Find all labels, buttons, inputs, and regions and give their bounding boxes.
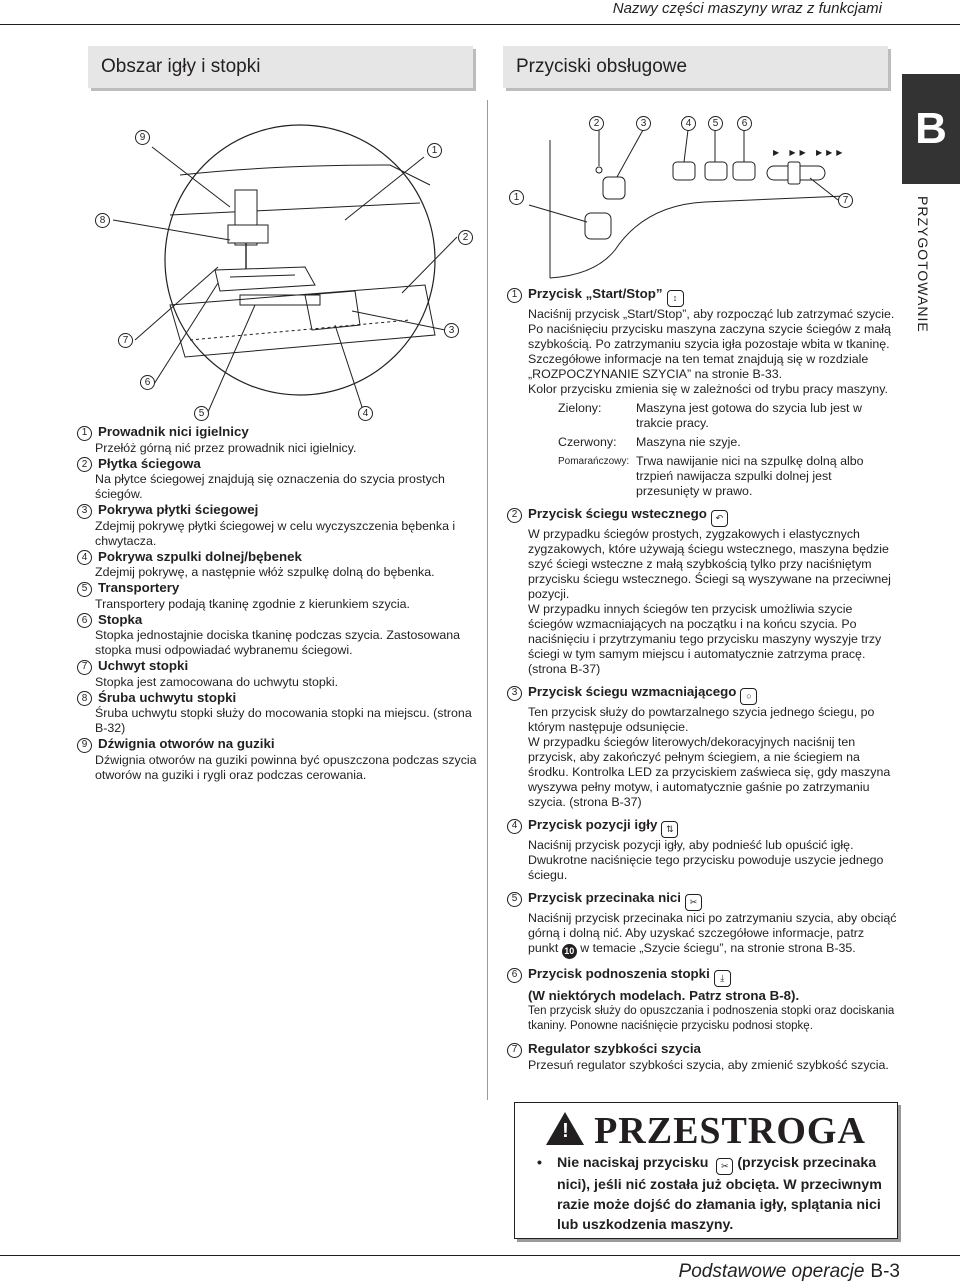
reverse-stitch-icon: ↶ [711,510,728,527]
button-reinforce [507,683,897,810]
part-number: 1 [77,426,92,441]
speed-mark-fast: ▶▶▶ [815,148,847,157]
part-item [81,502,480,549]
color-row-red [558,435,897,450]
footer-text: Podstawowe operacje [678,1261,865,1282]
button-title: Przycisk przecinaka nici [528,890,681,905]
color-name: Pomarańczowy: [558,456,630,467]
caution-text [537,1153,887,1235]
caution-bullet: • [537,1155,542,1171]
button-callout-1: 1 [509,190,524,205]
button-callout-4: 4 [681,116,696,131]
button-title: Przycisk „Start/Stop” [528,286,663,301]
thread-cutter-icon: ✂ [716,1158,733,1175]
caution-title: PRZESTROGA [594,1110,866,1152]
part-number: 3 [77,504,92,519]
button-desc-2: W przypadku ściegów literowych/dekoracyjnych naciśnij ten przycisk, aby zakończyć pełnym ściegiem, a nie ściegiem na środku. Kontrolka LED za przyciskiem zaświeca się, gdy maszyna wyszywa pełny motyw, i automatycznie gaśnie po zatrzymaniu szycia. (strona B-37) [528,735,891,809]
callout-4: 4 [358,406,373,421]
button-desc: W przypadku ściegów prostych, zygzakowych i elastycznych zygzakowych, które używają ściegu wstecznego, maszyna będzie szyć ściegi wsteczne z małą szybkością tylko przy naciśniętym przycisku ściegu wstecznego. Ściegi są wyszywane na przeciwnej pozycji. [528,527,891,601]
callout-6: 6 [140,375,155,390]
part-number: 5 [77,582,92,597]
callout-7: 7 [118,333,133,348]
button-title-note: (W niektórych modelach. Patrz strona B-8). [528,988,800,1003]
button-thread-cutter [507,889,897,959]
speed-marks [773,148,846,157]
needle-position-icon: ⇅ [661,821,678,838]
part-item [81,658,480,690]
callout-2: 2 [458,230,473,245]
button-title: Przycisk ściegu wzmacniającego [528,684,737,699]
part-desc: Stopka jednostajnie dociska tkaninę podczas szycia. Zastosowana stopka musi odpowiadać wybranemu ściegowi. [95,628,461,657]
part-desc: Śruba uchwytu stopki służy do mocowania stopki na miejscu. (strona B-32) [95,706,472,735]
button-number: 1 [507,288,522,303]
color-text: Maszyna nie szyje. [636,435,741,449]
callout-1: 1 [427,143,442,158]
speed-controller [507,1040,897,1073]
part-item [81,424,480,456]
part-title: Uchwyt stopki [98,658,189,673]
button-reverse [507,505,897,677]
part-number: 8 [77,691,92,706]
color-name: Czerwony: [558,435,617,449]
running-head: Nazwy części maszyny wraz z funkcjami [612,0,882,17]
color-text: Maszyna jest gotowa do szycia lub jest w trakcie pracy. [636,401,862,430]
column-divider [487,100,488,1100]
cutter-desc-b: w temacie „Szycie ściegu”, na stronie strona B-35. [580,941,856,955]
callout-3: 3 [444,323,459,338]
section-box-needle [88,46,473,88]
chapter-vertical-label: PRZYGOTOWANIE [915,196,931,333]
start-stop-icon: ↕ [667,290,684,307]
button-number: 6 [507,968,522,983]
button-needle-position [507,816,897,883]
part-title: Prowadnik nici igielnicy [98,424,249,439]
part-number: 9 [77,738,92,753]
part-title: Pokrywa szpulki dolnej/bębenek [98,548,302,564]
part-title: Płytka ściegowa [98,455,201,471]
parts-list [81,424,480,783]
part-item [81,580,480,612]
section-box-buttons [503,46,888,88]
button-title: Przycisk pozycji igły [528,817,658,832]
callout-5: 5 [194,406,209,421]
chapter-tab: B [902,74,960,184]
color-text: Trwa nawijanie nici na szpulkę dolną albo trzpień nawijacza szpulki dolnej jest przesunięty w prawo. [636,454,864,498]
speed-mark-slow: ▶ [773,148,784,157]
part-number: 7 [77,660,92,675]
caution-heading [515,1109,897,1153]
button-desc: Naciśnij przycisk „Start/Stop”, aby rozpocząć lub zatrzymać szycie. Po naciśnięciu przycisku maszyna zaczyna szycie ściegów z małą szybkością. Po zatrzymaniu szycia igła pozostaje wbita w tkaninę. Szczegółowe informacje na ten temat znajdują się w rozdziale „ROZPOCZYNANIE SZYCIA” na stronie B-33. [528,307,895,381]
needle-area-diagram [90,95,480,425]
buttons-list [507,285,897,1079]
button-presser-foot-lift [507,965,897,1034]
part-desc: Stopka jest zamocowana do uchwytu stopki. [95,674,339,689]
buttons-illustration [505,110,895,280]
header-rule [0,24,960,25]
section-title-buttons: Przyciski obsługowe [516,56,688,77]
button-title: Regulator szybkości szycia [528,1041,701,1056]
button-callout-6: 6 [737,116,752,131]
part-desc: Zdejmij pokrywę płytki ściegowej w celu wyczyszczenia bębenka i chwytacza. [95,518,456,548]
button-number: 7 [507,1043,522,1058]
caution-text-b: (przycisk przecinaka nici), jeśli nić została już obcięta. W przeciwnym razie może dojść do złamania igły, splątania nici lub uszkodzenia maszyny. [557,1155,882,1233]
button-desc: Ten przycisk służy do powtarzalnego szycia jednego ściegu, po którym następuje odsunięcie. [528,705,875,734]
page-footer [679,1261,900,1283]
button-title: Przycisk podnoszenia stopki [528,966,710,981]
part-desc: Przełóż górną nić przez prowadnik nici igielnicy. [95,440,357,455]
button-number: 3 [507,686,522,701]
button-number: 4 [507,819,522,834]
button-title: Przycisk ściegu wstecznego [528,506,707,521]
reinforcement-stitch-icon: ○ [740,688,757,705]
part-desc: Na płytce ściegowej znajdują się oznaczenia do szycia prostych ściegów. [95,472,445,501]
part-item [81,689,480,737]
caution-box [514,1102,898,1239]
button-callout-5: 5 [708,116,723,131]
button-start-stop [507,285,897,499]
part-number: 6 [77,613,92,628]
speed-mark-medium: ▶▶ [789,148,810,157]
thread-cutter-icon: ✂ [685,894,702,911]
part-item [81,736,480,783]
callout-8: 8 [95,213,110,228]
color-row-green [558,401,897,431]
caution-text-a: Nie naciskaj przycisku [557,1155,709,1171]
button-desc: Naciśnij przycisk pozycji igły, aby podnieść lub opuścić igłę. Dwukrotne naciśnięcie tego przycisku powoduje uszycie jednego ściegu. [528,838,884,882]
button-number: 5 [507,892,522,907]
part-title: Stopka [98,611,143,627]
button-desc-2: W przypadku innych ściegów ten przycisk umożliwia szycie ściegów wzmacniających na początku i na końcu szycia. Po naciśnięciu i przytrzymaniu tego przycisku maszyny wyszyje trzy ściegi w tym samym miejscu i automatycznie zatrzyma pracę. (strona B-37) [528,602,882,676]
color-name: Zielony: [558,401,602,415]
button-desc: Przesuń regulator szybkości szycia, aby zmienić szybkość szycia. [528,1057,889,1072]
button-callout-2: 2 [589,116,604,131]
part-item [81,548,480,581]
callout-9: 9 [135,130,150,145]
section-title-needle: Obszar igły i stopki [101,56,261,77]
part-item [81,611,480,659]
button-callout-3: 3 [636,116,651,131]
part-title: Dźwignia otworów na guziki [98,736,275,751]
part-number: 2 [77,457,92,472]
step-number-badge: 10 [562,944,577,959]
part-desc: Zdejmij pokrywę, a następnie włóż szpulkę dolną do bębenka. [95,565,435,579]
part-item [81,455,480,503]
footer-rule [0,1255,960,1256]
button-desc [528,911,897,959]
page-number: B-3 [870,1261,900,1282]
part-number: 4 [77,550,92,565]
button-callout-7: 7 [838,193,853,208]
button-desc-2: Kolor przycisku zmienia się w zależności od trybu pracy maszyny. [528,382,888,396]
part-title: Transportery [98,580,180,595]
button-desc: Ten przycisk służy do opuszczania i podnoszenia stopki oraz dociskania tkaniny. Ponowne naciśnięcie przycisku podnosi stopkę. [528,1005,895,1032]
color-row-orange [558,454,897,499]
buttons-diagram [505,110,895,280]
presser-foot-lift-icon: ⤓ [714,970,731,987]
part-desc: Dźwignia otworów na guziki powinna być opuszczona podczas szycia otworów na guziki i rygli oraz podczas cerowania. [95,752,477,782]
part-desc: Transportery podają tkaninę zgodnie z kierunkiem szycia. [95,596,410,611]
cutter-desc-a: Naciśnij przycisk przecinaka nici po zatrzymaniu szycia, aby obciąć górną i dolną nić. Aby uzyskać szczegółowe informacje, patrz punkt [528,911,897,955]
warning-icon: ! [546,1112,584,1145]
button-number: 2 [507,508,522,523]
part-title: Pokrywa płytki ściegowej [98,502,259,517]
part-title: Śruba uchwytu stopki [98,689,237,705]
